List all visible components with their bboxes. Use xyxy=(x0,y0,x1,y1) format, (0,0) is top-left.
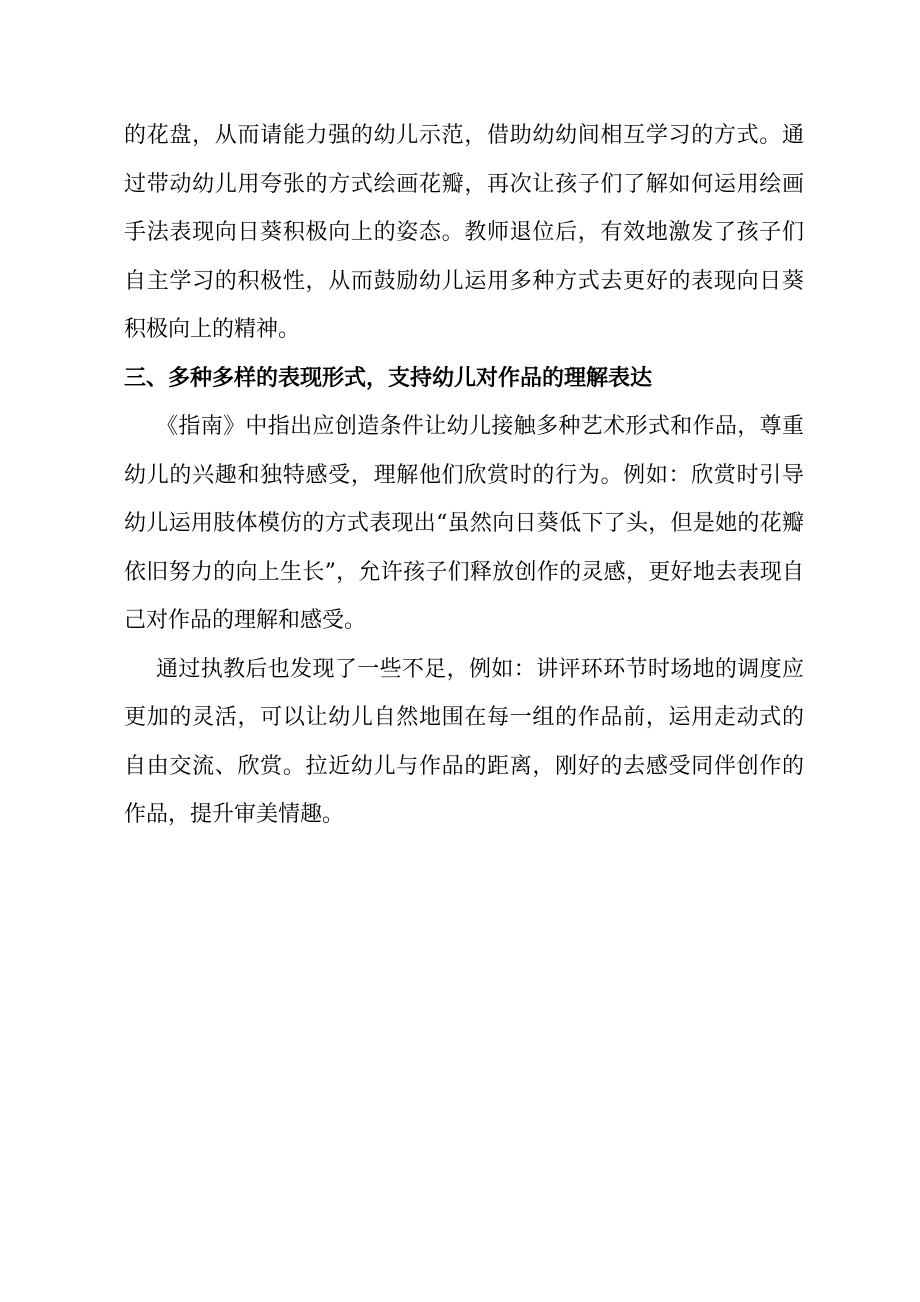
section-heading-3: 三、多种多样的表现形式，支持幼儿对作品的理解表达 xyxy=(124,365,653,391)
document-body xyxy=(124,112,804,840)
paragraph-reflection: 通过执教后也发现了一些不足，例如：讲评环环节时场地的调度应更加的灵活，可以让幼儿自然地围在每一组的作品前，运用走动式的自由交流、欣赏。拉近幼儿与作品的距离，刚好的去感受同伴创作的作品，提升审美情趣。 xyxy=(124,656,804,827)
paragraph-guide: 《指南》中指出应创造条件让幼儿接触多种艺术形式和作品，尊重幼儿的兴趣和独特感受，理解他们欣赏时的行为。例如：欣赏时引导幼儿运用肢体模仿的方式表现出“虽然向日葵低下了头，但是她的花瓣依旧努力的向上生长”，允许孩子们释放创作的灵感，更好地去表现自己对作品的理解和感受。 xyxy=(124,414,804,633)
paragraph-continued: 的花盘，从而请能力强的幼儿示范，借助幼幼间相互学习的方式。通过带动幼儿用夸张的方式绘画花瓣，再次让孩子们了解如何运用绘画手法表现向日葵积极向上的姿态。教师退位后，有效地激发了孩子们自主学习的积极性，从而鼓励幼儿运用多种方式去更好的表现向日葵积极向上的精神。 xyxy=(124,123,804,342)
